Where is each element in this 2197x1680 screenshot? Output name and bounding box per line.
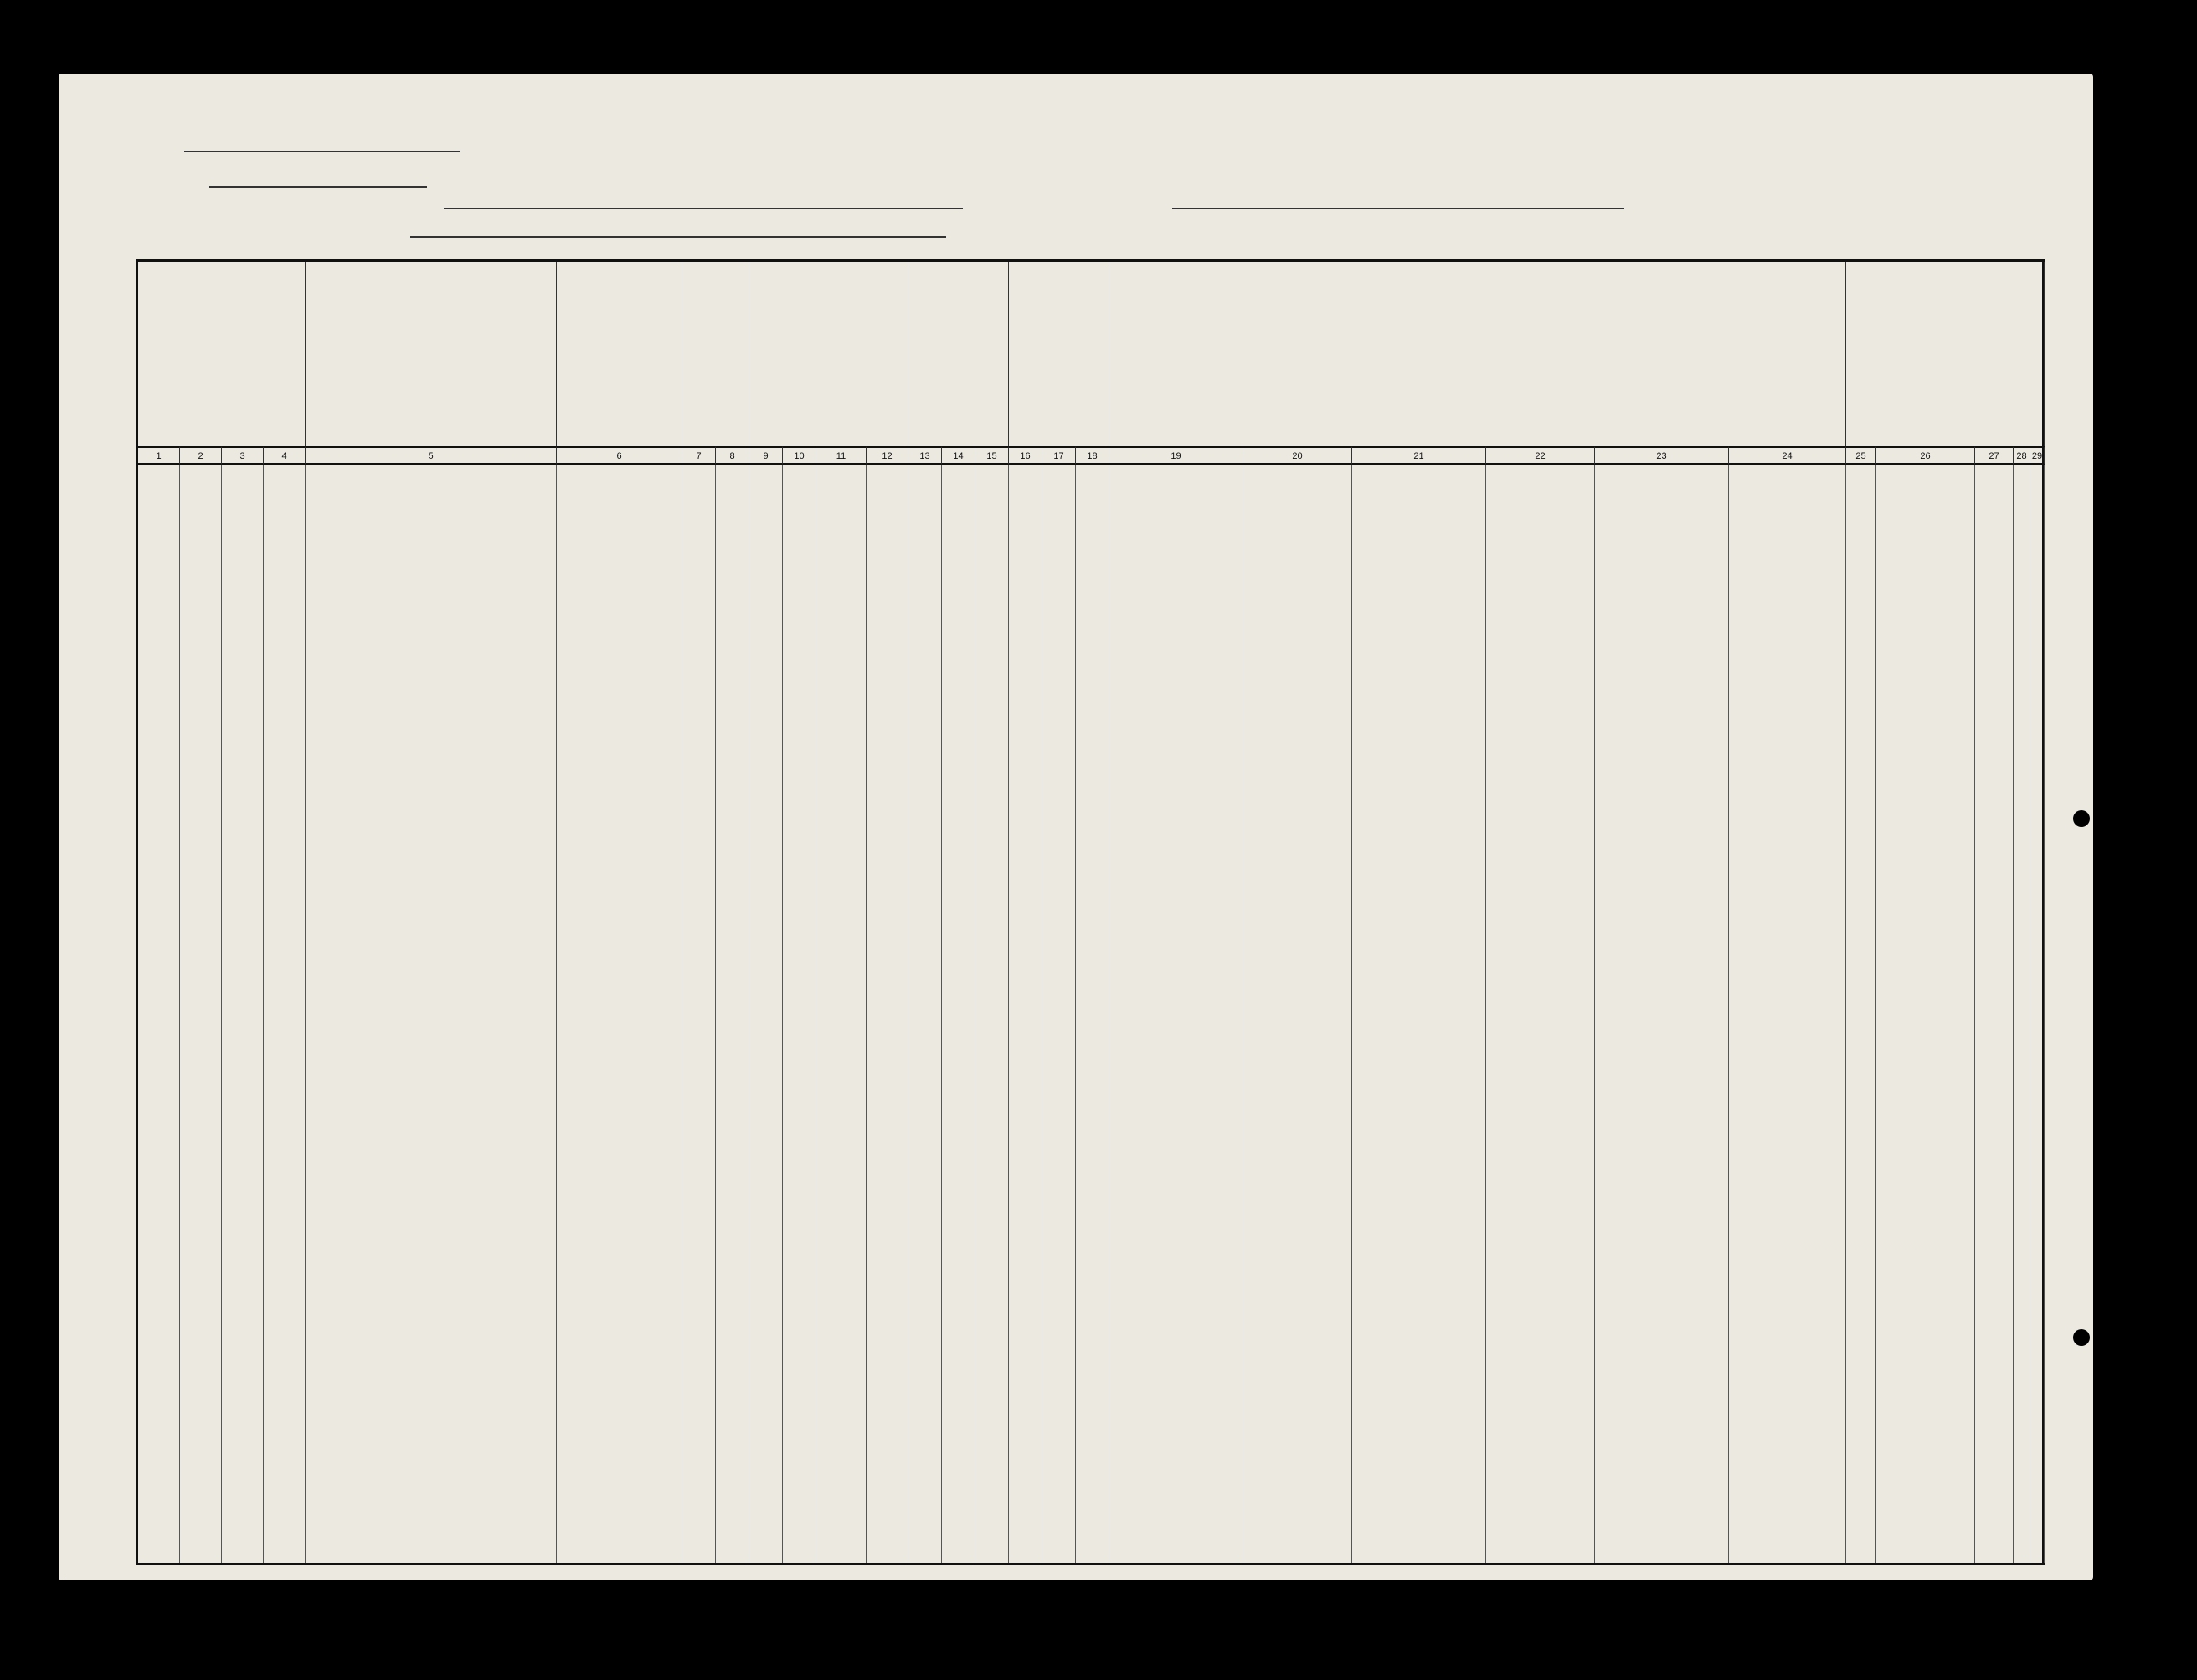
nativity-header (1109, 262, 1846, 446)
column-number: 10 (783, 446, 816, 465)
column-number: 28 (2014, 446, 2030, 465)
column-number: 29 (2030, 446, 2045, 465)
column-number: 3 (222, 446, 264, 465)
column-number: 21 (1352, 446, 1486, 465)
column-divider (1351, 465, 1352, 1563)
column-divider (1728, 465, 1729, 1563)
column-number: 18 (1076, 446, 1109, 465)
column-number: 2 (180, 446, 222, 465)
education-header (1009, 262, 1109, 446)
column-divider (305, 465, 306, 1563)
column-number: 25 (1846, 446, 1876, 465)
column-number: 14 (942, 446, 975, 465)
column-divider (1594, 465, 1595, 1563)
column-divider (2013, 465, 2014, 1563)
column-number: 5 (306, 446, 557, 465)
column-divider (782, 465, 783, 1563)
place-of-abode-header (138, 262, 306, 446)
column-number: 15 (975, 446, 1009, 465)
column-number: 4 (264, 446, 306, 465)
column-divider (1075, 465, 1076, 1563)
column-divider (1974, 465, 1975, 1563)
column-divider (866, 465, 867, 1563)
census-table (136, 259, 2045, 1565)
column-number: 16 (1009, 446, 1042, 465)
column-divider (179, 465, 180, 1563)
column-divider (1485, 465, 1486, 1563)
column-number: 27 (1975, 446, 2014, 465)
column-number: 6 (557, 446, 682, 465)
column-number: 12 (867, 446, 908, 465)
occupation-header (1846, 262, 2045, 446)
column-number: 24 (1729, 446, 1846, 465)
column-divider (715, 465, 716, 1563)
column-divider (263, 465, 264, 1563)
column-divider (1875, 465, 1876, 1563)
column-number: 19 (1109, 446, 1243, 465)
column-number: 1 (138, 446, 180, 465)
column-number: 26 (1876, 446, 1975, 465)
tenure-header (682, 262, 749, 446)
column-divider (1008, 465, 1009, 1563)
column-divider (221, 465, 222, 1563)
column-number: 8 (716, 446, 749, 465)
column-number: 13 (908, 446, 942, 465)
column-number: 9 (749, 446, 783, 465)
punch-hole (2073, 810, 2090, 827)
column-number: 20 (1243, 446, 1352, 465)
name-header (306, 262, 557, 446)
relation-header (557, 262, 682, 446)
column-number: 23 (1595, 446, 1729, 465)
column-number: 17 (1042, 446, 1076, 465)
column-number: 7 (682, 446, 716, 465)
census-sheet (59, 74, 2093, 1580)
column-divider (941, 465, 942, 1563)
column-divider (1845, 465, 1846, 1563)
punch-hole (2073, 1329, 2090, 1346)
column-number: 11 (816, 446, 867, 465)
column-divider (2044, 465, 2045, 1563)
column-number: 22 (1486, 446, 1595, 465)
column-divider (556, 465, 557, 1563)
citizenship-header (908, 262, 1009, 446)
personal-header (749, 262, 908, 446)
